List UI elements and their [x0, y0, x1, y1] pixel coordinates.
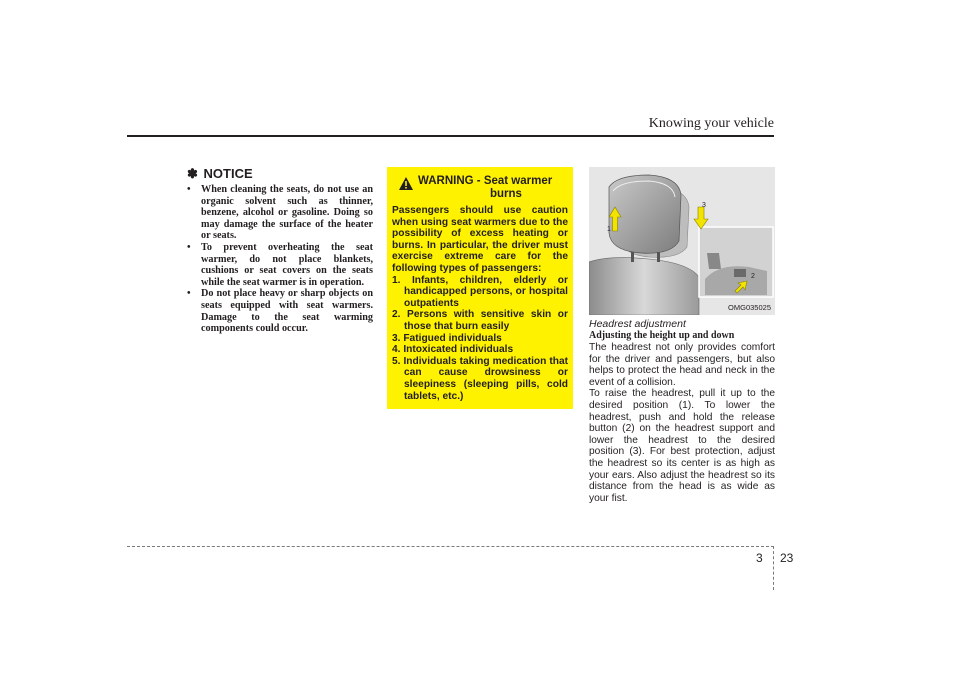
page-number: 23	[780, 551, 794, 565]
notice-star-icon: ✽	[187, 166, 198, 181]
notice-item: • Do not place heavy or sharp objects on seats equipped with seat warmers. Damage to the seat warming components could occur.	[187, 288, 373, 335]
notice-heading	[187, 166, 373, 182]
section-title: Headrest adjustment	[589, 318, 686, 330]
notice-list	[187, 184, 373, 335]
svg-text:1: 1	[607, 226, 611, 233]
headrest-section	[589, 318, 775, 504]
section-number: 3	[756, 551, 763, 565]
paragraph: The headrest not only provides comfort for the driver and passengers, but also helps to protect the head and neck in the event of a collision.	[589, 342, 775, 388]
running-header-title: Knowing your vehicle	[648, 116, 774, 131]
warning-box	[387, 167, 573, 409]
warning-triangle-icon	[399, 177, 413, 190]
warning-heading	[392, 175, 568, 205]
warning-item: 4. Intoxicated individuals	[392, 344, 514, 356]
warning-label: WARNING -	[418, 175, 484, 187]
svg-text:3: 3	[702, 202, 706, 209]
footer-rule	[127, 546, 774, 547]
figure-code: OMG035025	[728, 303, 771, 312]
warning-title: Seat warmer	[483, 175, 553, 187]
warning-item: 5. Individuals taking medication that can cause drowsiness or sleepiness (sleeping pills, cold tablets, etc.)	[392, 355, 568, 402]
subsection-title: Adjusting the height up and down	[589, 330, 735, 341]
svg-text:2: 2	[751, 273, 755, 280]
warning-item: 1. Infants, children, elderly or handicapped persons, or hospital outpatients	[392, 274, 568, 309]
headrest-illustration	[589, 167, 775, 315]
footer-divider	[773, 546, 774, 590]
notice-item: • To prevent overheating the seat warmer, do not place blankets, cushions or seat covers on the seats while the seat warmer is in operation.	[187, 241, 373, 288]
notice-title: NOTICE	[203, 166, 253, 181]
warning-title-line2: burns	[490, 188, 522, 200]
warning-item: 3. Fatigued individuals	[392, 332, 502, 344]
warning-body: Passengers should use caution when using seat warmers due to the possibility of excess heating or burns. In particular, the driver must exercise extreme care for the following types of passengers:	[392, 205, 568, 274]
notice-block	[187, 166, 373, 335]
warning-item: 2. Persons with sensitive skin or those that burn easily	[392, 309, 568, 332]
paragraph: To raise the headrest, pull it up to the desired position (1). To lower the headrest, push and hold the release button (2) on the headrest support and lower the headrest to the desired position (3). For best protection, adjust the headrest so its center is as high as your ears. Also adjust the headrest so its distance from the head is as wide as your fist.	[589, 388, 775, 504]
warning-list	[392, 275, 568, 403]
header-rule	[127, 135, 774, 137]
notice-item: • When cleaning the seats, do not use an organic solvent such as thinner, benzene, alcohol or gasoline. Doing so may damage the surface of the heater or seats.	[187, 184, 373, 242]
headrest-drawing	[589, 167, 775, 315]
